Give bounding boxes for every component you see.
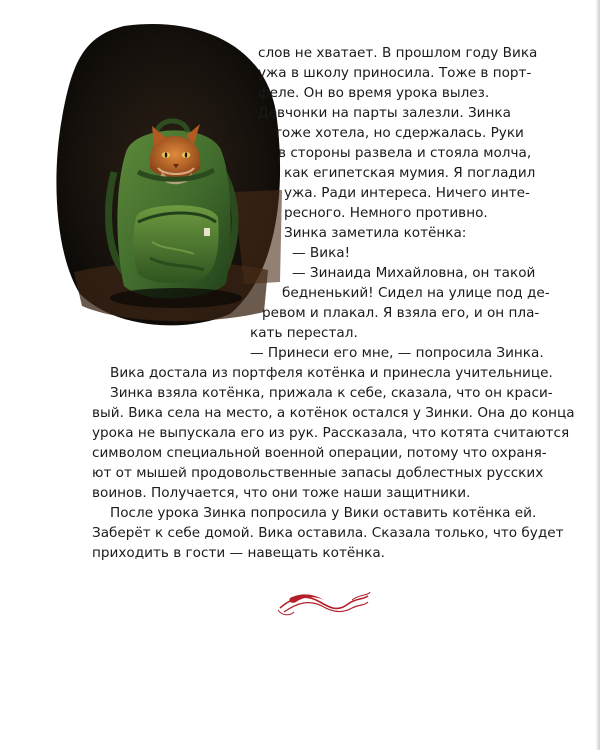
text-line: в стороны развела и стояла молча, — [278, 145, 532, 161]
text-line: Девчонки на парты залезли. Зинка — [258, 105, 511, 121]
text-line: феле. Он во время урока вылез. — [258, 85, 490, 101]
text-line: воинов. Получается, что они тоже наши защитники. — [92, 485, 471, 501]
text-line: После урока Зинка попросила у Вики оставить котёнка ей. — [110, 505, 537, 521]
text-line: как египетская мумия. Я погладил — [284, 165, 536, 181]
text-line: ужа. Ради интереса. Ничего инте- — [284, 185, 530, 201]
text-line: кать перестал. — [250, 325, 358, 341]
text-line: слов не хватает. В прошлом году Вика — [258, 45, 538, 61]
text-line: ревом и плакал. Я взяла его, и он пла- — [262, 305, 540, 321]
text-line: Вика достала из портфеля котёнка и принесла учительнице. — [110, 365, 553, 381]
flourish-ornament — [276, 586, 372, 620]
text-line: — Зинаида Михайловна, он такой — [292, 265, 536, 281]
text-line: урока не выпускала его из рук. Рассказала, что котята считаются — [92, 425, 570, 441]
text-line: вый. Вика села на место, а котёнок остался у Зинки. Она до конца — [92, 405, 575, 421]
text-line: Заберёт к себе домой. Вика оставила. Сказала только, что будет — [92, 525, 564, 541]
text-line: Зинка взяла котёнка, прижала к себе, сказала, что он краси- — [110, 385, 553, 401]
text-line: бедненький! Сидел на улице под де- — [282, 285, 550, 301]
text-line: — Принеси его мне, — попросила Зинка. — [250, 345, 544, 361]
text-line: ют от мышей продовольственные запасы доблестных русских — [92, 465, 544, 481]
text-line: приходить в гости — навещать котёнка. — [92, 545, 385, 561]
text-line: ресного. Немного противно. — [284, 205, 488, 221]
text-line: ужа в школу приносила. Тоже в порт- — [258, 65, 532, 81]
page-edge — [596, 0, 600, 750]
text-line: символом специальной военной операции, потому что охраня- — [92, 445, 547, 461]
text-line: Зинка заметила котёнка: — [284, 225, 467, 241]
text-line: тоже хотела, но сдержалась. Руки — [274, 125, 524, 141]
text-line: — Вика! — [292, 245, 351, 261]
